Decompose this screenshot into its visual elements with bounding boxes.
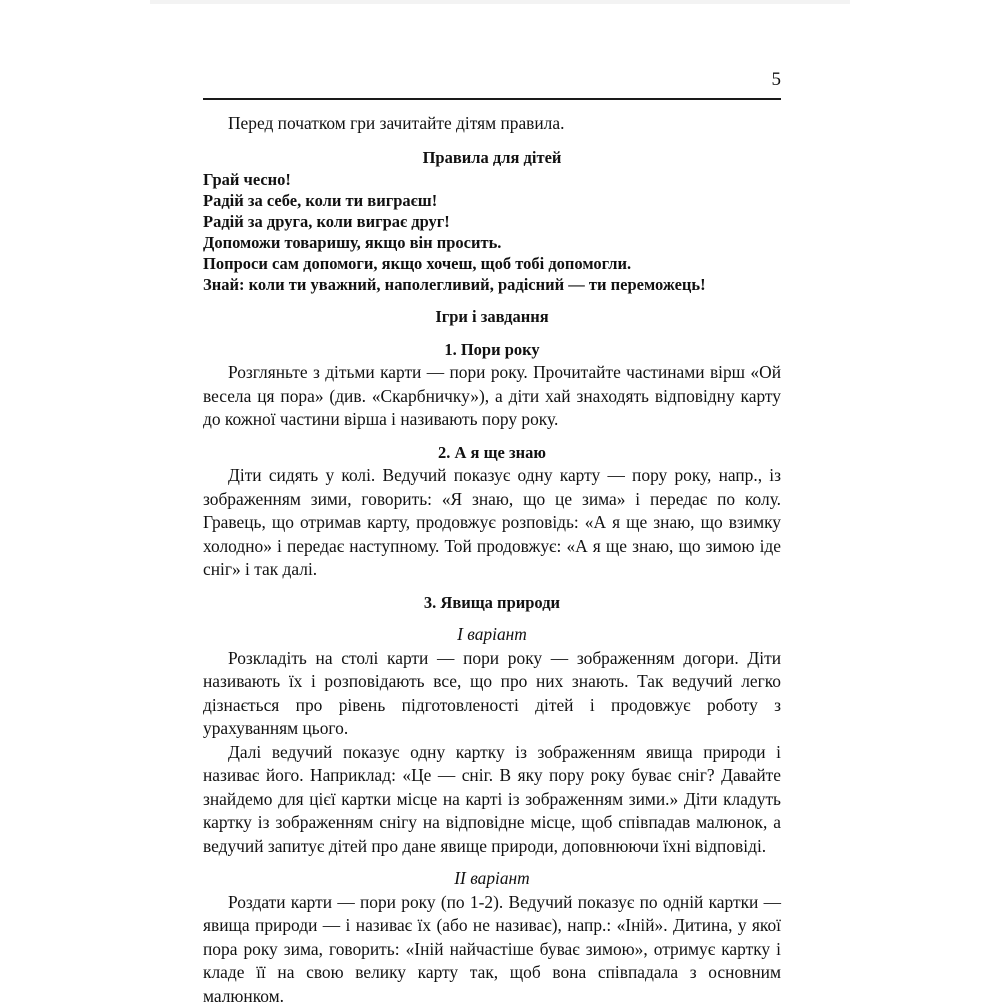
game-paragraph: Розгляньте з дітьми карти — пори року. Прочитайте частинами вірш «Ой весела ця пора» (див. «Скарбничку»), а діти хай знаходять відповідну карту до кожної частини вірша і називають пору року. (203, 361, 781, 432)
top-edge-shadow (150, 0, 850, 4)
variant-paragraph: Роздати карти — пори року (по 1-2). Ведучий показує по одній картки — явища природи — і називає їх (або не називає), напр.: «Іній». Дитина, у якої пора року зима, говорить: «Іній найчастіше буває зимою», отримує картку і кладе її на свою велику карту так, щоб вона співпадала з основним малюнком. (203, 891, 781, 1008)
variant-title-1: I варіант (203, 623, 781, 647)
variant-title-2: II варіант (203, 867, 781, 891)
section-title: Ігри і завдання (203, 305, 781, 329)
intro-paragraph: Перед початком гри зачитайте дітям правила. (203, 112, 781, 136)
rules-list (203, 169, 781, 295)
game-title-nature: 3. Явища природи (203, 591, 781, 615)
rule-item: Знай: коли ти уважний, наполегливий, радісний — ти переможець! (203, 274, 781, 295)
header-rule (203, 98, 781, 100)
rule-item: Попроси сам допомоги, якщо хочеш, щоб тобі допомогли. (203, 253, 781, 274)
rules-title: Правила для дітей (203, 146, 781, 170)
rule-item: Радій за друга, коли виграє друг! (203, 211, 781, 232)
game-title-seasons: 1. Пори року (203, 338, 781, 362)
game-title-i-know: 2. А я ще знаю (203, 441, 781, 465)
variant-paragraph: Розкладіть на столі карти — пори року — зображенням догори. Діти називають їх і розповідають все, що про них знають. Так ведучий легко дізнається про рівень підготовленості дітей і продовжує роботу з урахуванням цього. (203, 647, 781, 741)
rule-item: Радій за себе, коли ти виграєш! (203, 190, 781, 211)
rule-item: Допоможи товаришу, якщо він просить. (203, 232, 781, 253)
variant-paragraph: Далі ведучий показує одну картку із зображенням явища природи і називає його. Наприклад: «Це — сніг. В яку пору року буває сніг? Давайте знайдемо для цієї картки місце на карті із зображенням зими.» Діти кладуть картку із зображенням снігу на відповідне місце, щоб співпадав малюнок, а ведучий запитує дітей про дане явище природи, доповнюючи їхні відповіді. (203, 741, 781, 859)
game-paragraph: Діти сидять у колі. Ведучий показує одну карту — пору року, напр., із зображенням зими, говорить: «Я знаю, що це зима» і передає по колу. Гравець, що отримав карту, продовжує розповідь: «А я ще знаю, що взимку холодно» і передає наступному. Той продовжує: «А я ще знаю, що зимою іде сніг» і так далі. (203, 464, 781, 582)
page-content (203, 112, 781, 1008)
page-number: 5 (772, 68, 782, 92)
rule-item: Грай чесно! (203, 169, 781, 190)
